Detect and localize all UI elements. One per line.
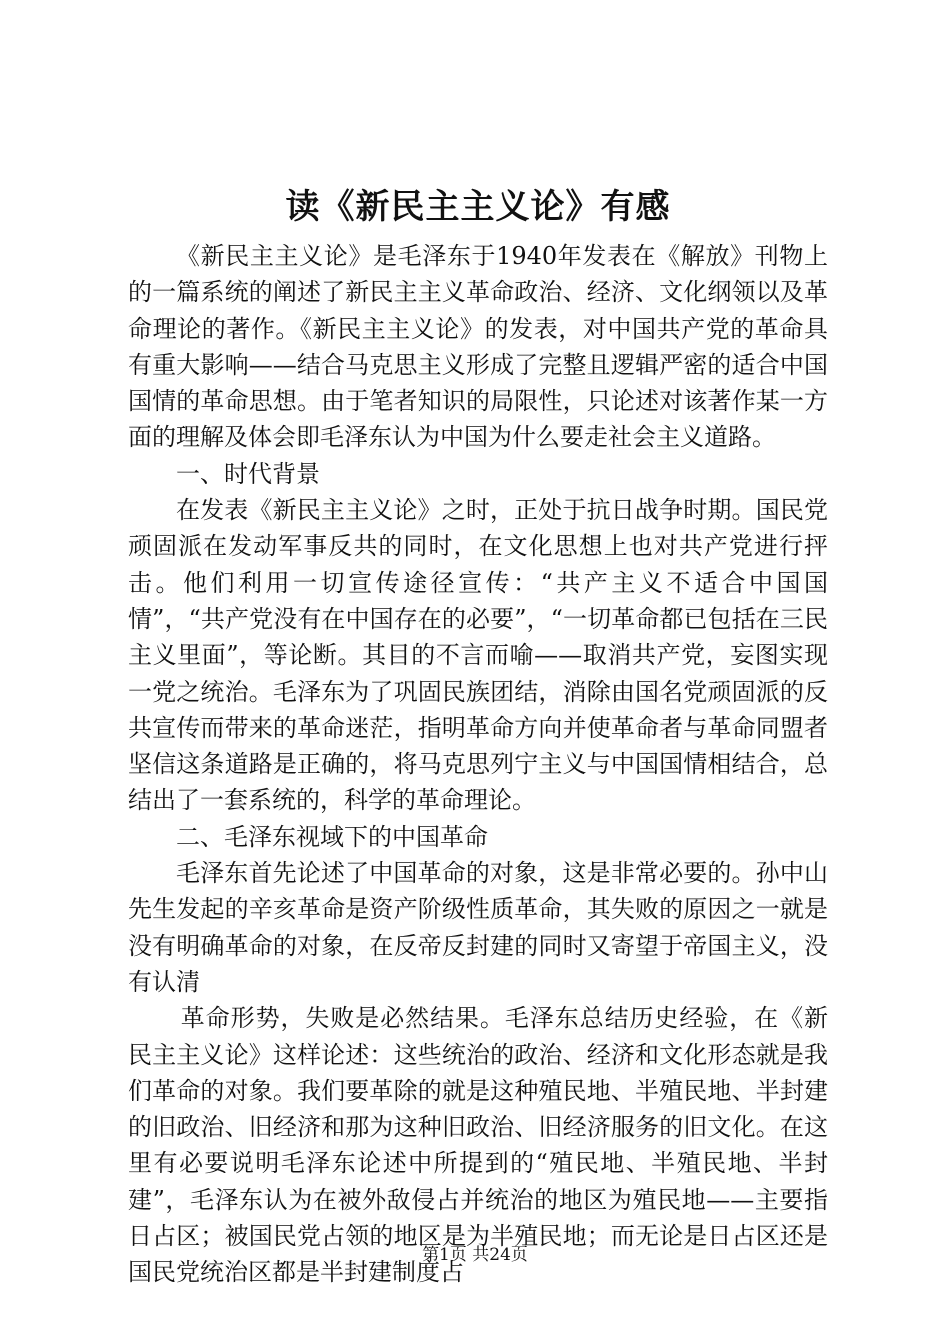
paragraph-intro: 《新民主主义论》是毛泽东于1940年发表在《解放》刊物上的一篇系统的阐述了新民主主义革命政治、经济、文化纲领以及革命理论的著作。《新民主主义论》的发表，对中国共产党的革命具有重大影响——结合马克思主义形成了完整且逻辑严密的适合中国国情的革命思想。由于笔者知识的局限性，只论述对该著作某一方面的理解及体会即毛泽东认为中国为什么要走社会主义道路。 [128,242,828,452]
document-title: 读《新民主主义论》有感 [285,187,671,227]
paragraph-background: 在发表《新民主主义论》之时，正处于抗日战争时期。国民党顽固派在发动军事反共的同时，在文化思想上也对共产党进行抨击。他们利用一切宣传途径宣传：“共产主义不适合中国国情”，“共产党没有在中国存在的必要”，“一切革命都已包括在三民主义里面”，等论断。其目的不言而喻——取消共产党，妄图实现一党之统治。毛泽东为了巩固民族团结，消除由国名党顽固派的反共宣传而带来的革命迷茫，指明革命方向并使革命者与革命同盟者坚信这条道路是正确的，将马克思列宁主义与中国国情相结合，总结出了一套系统的，科学的革命理论。 [128,496,828,815]
paragraph-revolution-object: 毛泽东首先论述了中国革命的对象，这是非常必要的。孙中山先生发起的辛亥革命是资产阶级性质革命，其失败的原因之一就是没有明确革命的对象，在反帝反封建的同时又寄望于帝国主义，没有认清 [128,859,828,996]
paragraph-revolution-situation: 革命形势，失败是必然结果。毛泽东总结历史经验，在《新民主主义论》这样论述：这些统治的政治、经济和文化形态就是我们革命的对象。我们要革除的就是这种殖民地、半殖民地、半封建的旧政治、旧经济和那为这种旧政治、旧经济服务的旧文化。在这里有必要说明毛泽东论述中所提到的“殖民地、半殖民地、半封建”，毛泽东认为在被外敌侵占并统治的地区为殖民地——主要指日占区；被国民党占领的地区是为半殖民地；而无论是日占区还是国民党统治区都是半封建制度占 [128,1004,828,1287]
page-footer: 第1页 共24页 [422,1245,528,1265]
section-heading-background: 一、时代背景 [176,459,320,488]
section-heading-revolution: 二、毛泽东视域下的中国革命 [176,822,488,851]
document-page [128,178,828,1291]
